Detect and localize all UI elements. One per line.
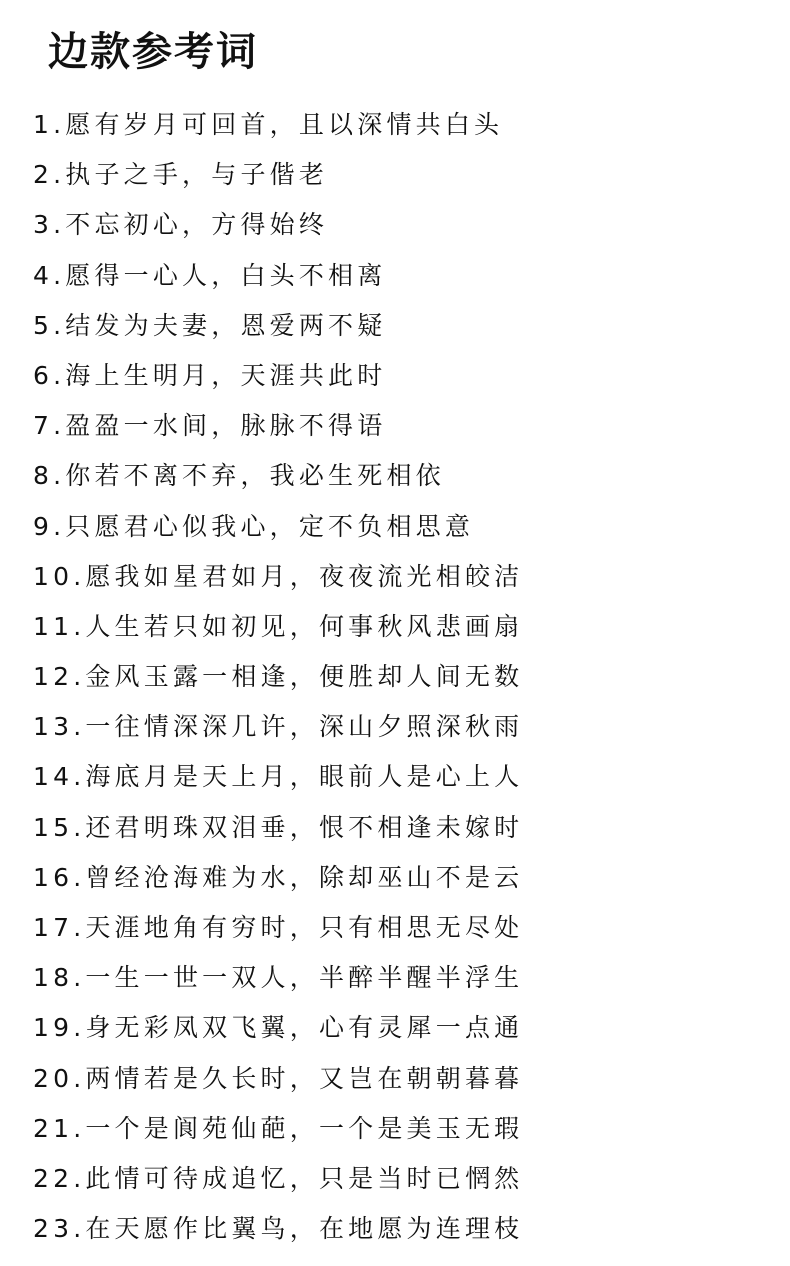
phrase-list xyxy=(33,100,523,1254)
list-item: 18.一生一世一双人，半醉半醒半浮生 xyxy=(33,963,524,993)
list-item: 19.身无彩凤双飞翼，心有灵犀一点通 xyxy=(33,1013,524,1043)
list-item: 22.此情可待成追忆，只是当时已惘然 xyxy=(33,1163,524,1193)
list-item: 21.一个是阆苑仙葩，一个是美玉无瑕 xyxy=(33,1113,524,1143)
list-item: 5.结发为夫妻，恩爱两不疑 xyxy=(33,310,387,340)
list-item: 2.执子之手，与子偕老 xyxy=(33,160,329,190)
list-item: 3.不忘初心，方得始终 xyxy=(33,210,329,240)
list-item: 11.人生若只如初见，何事秋风悲画扇 xyxy=(33,611,524,641)
list-item: 6.海上生明月，天涯共此时 xyxy=(33,360,387,390)
list-item: 16.曾经沧海难为水，除却巫山不是云 xyxy=(33,862,524,892)
list-item: 9.只愿君心似我心，定不负相思意 xyxy=(33,511,475,541)
list-item: 10.愿我如星君如月，夜夜流光相皎洁 xyxy=(33,561,524,591)
list-item: 1.愿有岁月可回首，且以深情共白头 xyxy=(33,110,504,139)
list-item: 7.盈盈一水间，脉脉不得语 xyxy=(33,411,387,441)
list-item: 14.海底月是天上月，眼前人是心上人 xyxy=(33,762,524,792)
list-item: 4.愿得一心人，白头不相离 xyxy=(33,260,387,290)
list-item: 8.你若不离不弃，我必生死相依 xyxy=(33,461,445,491)
list-item: 17.天涯地角有穷时，只有相思无尽处 xyxy=(33,913,524,942)
list-item: 15.还君明珠双泪垂，恨不相逢未嫁时 xyxy=(33,812,524,842)
page-title: 边款参考词 xyxy=(48,29,258,75)
list-item: 20.两情若是久长时，又岂在朝朝暮暮 xyxy=(33,1063,524,1093)
list-item: 12.金风玉露一相逢，便胜却人间无数 xyxy=(33,662,524,692)
list-item: 13.一往情深深几许，深山夕照深秋雨 xyxy=(33,712,524,742)
list-item: 23.在天愿作比翼鸟，在地愿为连理枝 xyxy=(33,1214,524,1244)
